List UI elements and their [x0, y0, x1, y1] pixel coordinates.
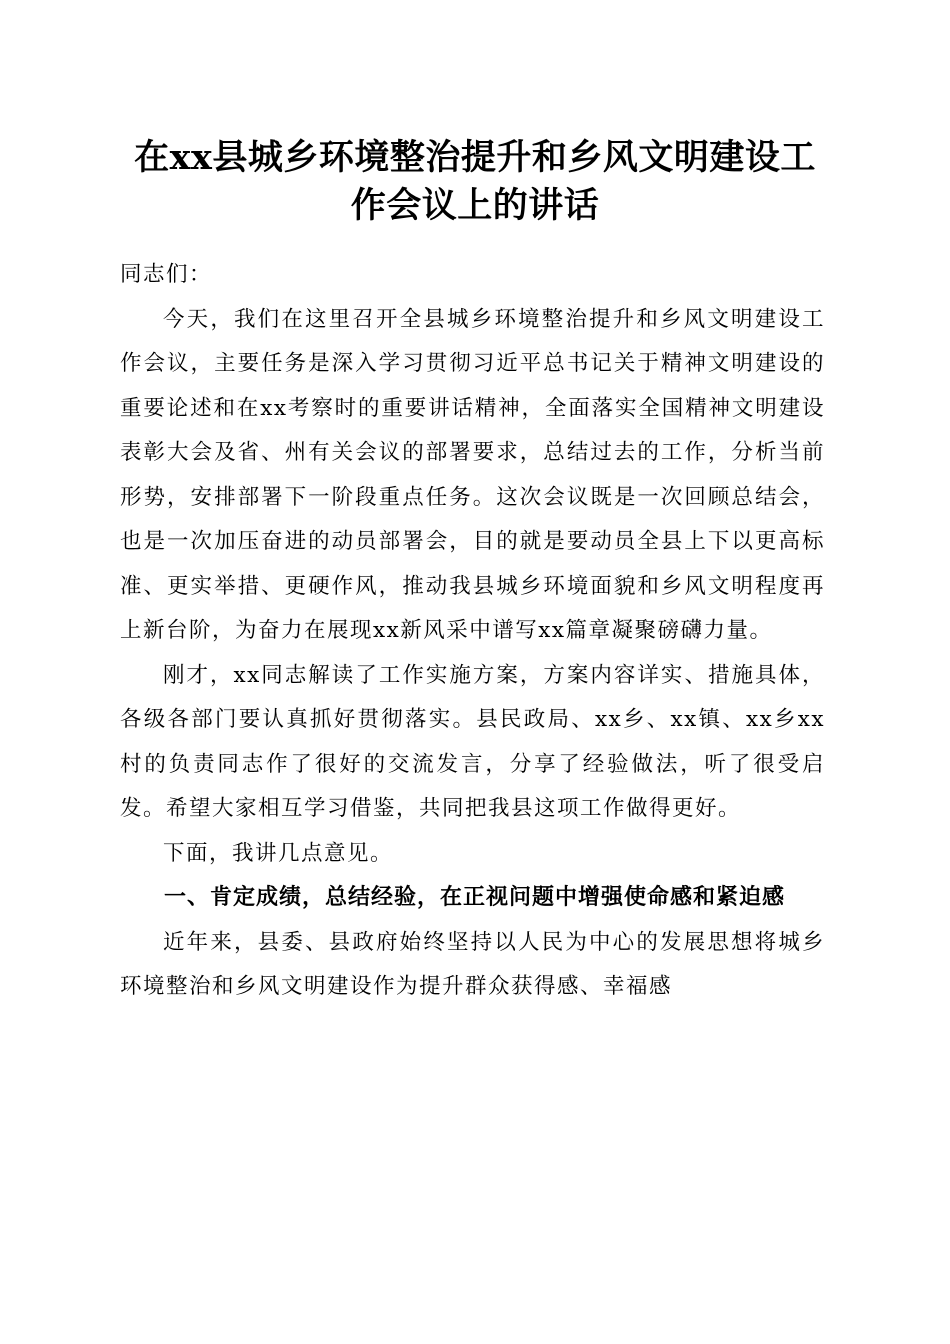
section-heading-1: 一、肯定成绩，总结经验，在正视问题中增强使命感和紧迫感 [164, 885, 786, 910]
paragraph-section-1: 近年来，县委、县政府始终坚持以人民为中心的发展思想将城乡环境整治和乡风文明建设作为提升群众获得感、幸福感 [120, 929, 825, 999]
document-title [100, 134, 850, 230]
salutation: 同志们： [120, 262, 213, 287]
paragraph-review: 刚才，xx同志解读了工作实施方案，方案内容详实、措施具体，各级各部门要认真抓好贯彻落实。县民政局、xx乡、xx镇、xx乡xx村的负责同志作了很好的交流发言，分享了经验做法，听了很受启发。希望大家相互学习借鉴，共同把我县这项工作做得更好。 [120, 662, 825, 821]
paragraph-transition: 下面，我讲几点意见。 [163, 840, 394, 866]
paragraph-opening: 今天，我们在这里召开全县城乡环境整治提升和乡风文明建设工作会议，主要任务是深入学习贯彻习近平总书记关于精神文明建设的重要论述和在xx考察时的重要讲话精神，全面落实全国精神文明建设表彰大会及省、州有关会议的部署要求，总结过去的工作，分析当前形势，安排部署下一阶段重点任务。这次会议既是一次回顾总结会，也是一次加压奋进的动员部署会，目的就是要动员全县上下以更高标准、更实举措、更硬作风，推动我县城乡环境面貌和乡风文明程度再上新台阶，为奋力在展现xx新风采中谱写xx篇章凝聚磅礴力量。 [120, 306, 825, 643]
title-line-1: 在xx县城乡环境整治提升和乡风文明建设工 [134, 137, 816, 178]
document-body [120, 253, 825, 1010]
title-line-2: 作会议上的讲话 [350, 185, 600, 226]
